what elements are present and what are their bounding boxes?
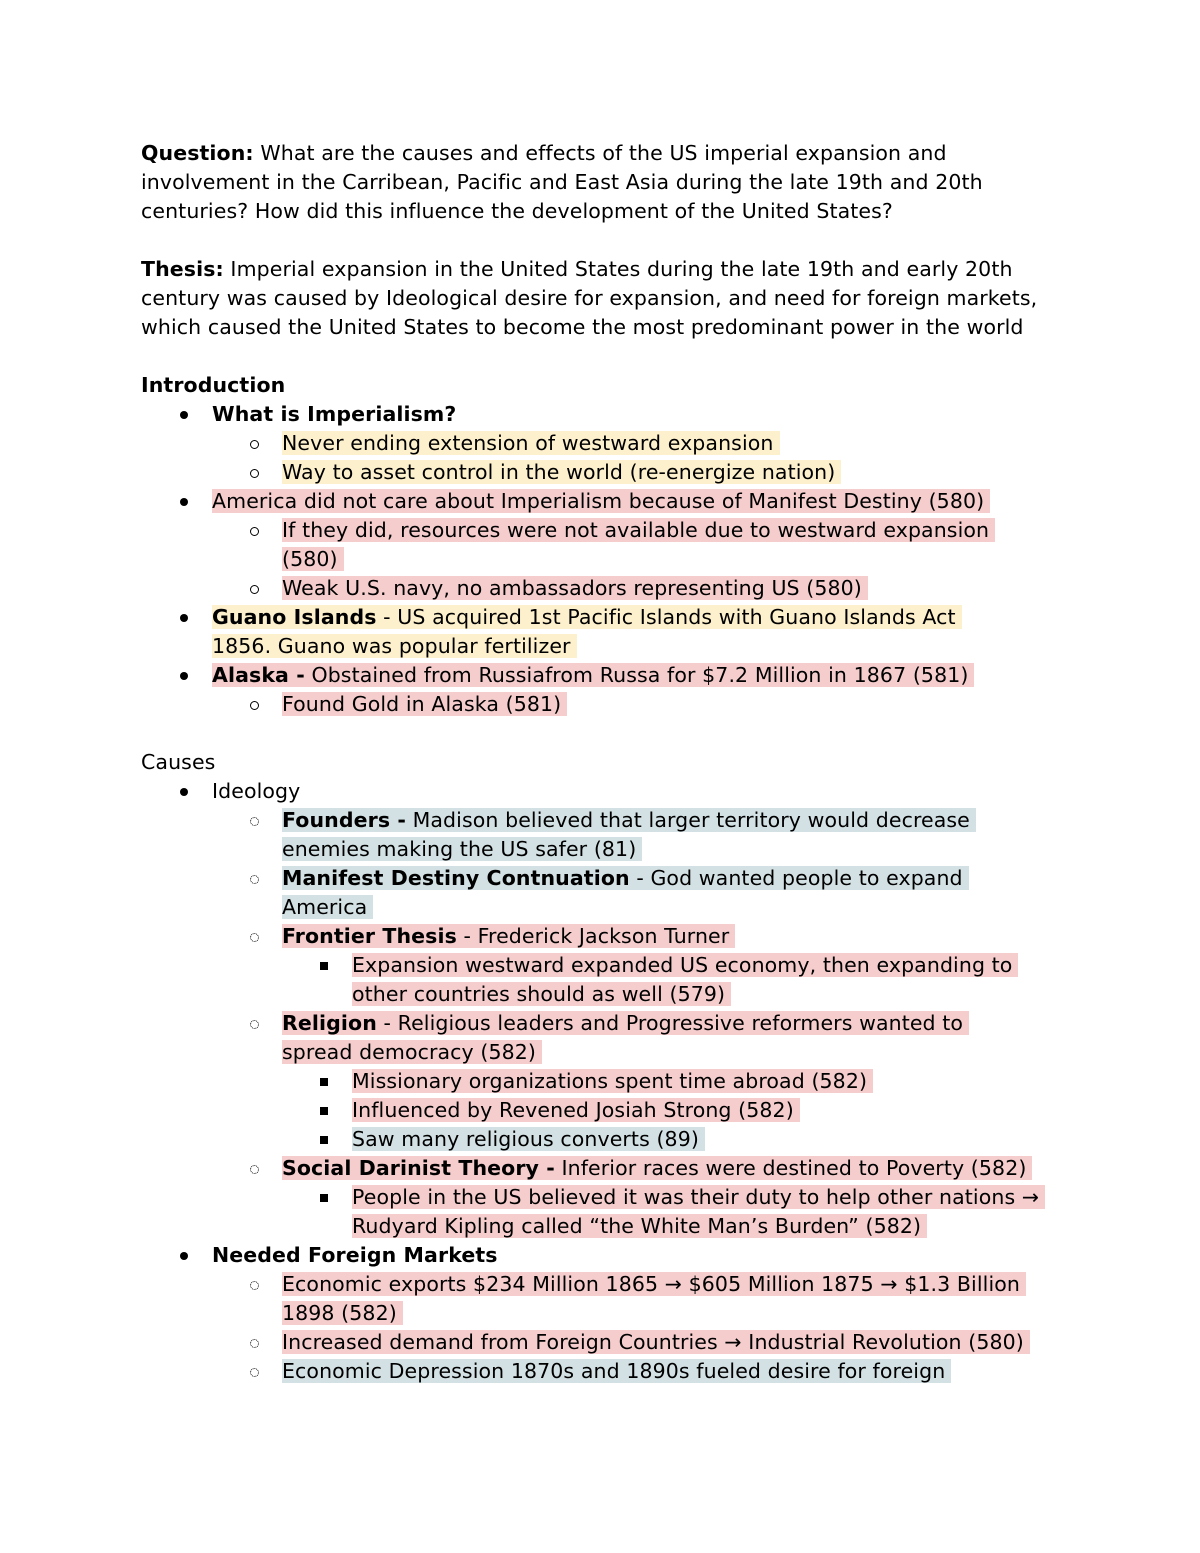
bullet-dot-icon <box>177 487 191 516</box>
bullet-circle-icon <box>247 516 261 545</box>
guano-label: Guano Islands <box>212 605 377 629</box>
needed-foreign-markets-label: Needed Foreign Markets <box>212 1243 498 1267</box>
what-is-imperialism-label: What is Imperialism? <box>212 402 457 426</box>
list-item <box>141 400 1066 429</box>
list-item: Saw many religious converts (89) <box>141 1125 1066 1154</box>
list-item <box>141 777 1066 806</box>
bullet-circle-icon <box>247 690 261 719</box>
bullet-dot-icon <box>177 400 191 429</box>
list-item: Never ending extension of westward expansion <box>141 429 1066 458</box>
list-item: Economic Depression 1870s and 1890s fueled desire for foreign <box>141 1357 1066 1386</box>
bullet-square-icon <box>317 951 331 980</box>
list-item: Manifest Destiny Contnuation - God wanted people to expand America <box>141 864 1010 922</box>
list-item <box>141 1241 1066 1270</box>
bullet-dot-icon <box>177 603 191 632</box>
bullet-dotted-circle-icon <box>247 1154 261 1183</box>
bullet-dotted-circle-icon <box>247 864 261 893</box>
thesis-paragraph <box>141 255 1066 342</box>
list-item: Found Gold in Alaska (581) <box>141 690 1066 719</box>
bullet-dot-icon <box>177 661 191 690</box>
bullet-dotted-circle-icon <box>247 1009 261 1038</box>
bullet-circle-icon <box>247 429 261 458</box>
list-item: Weak U.S. navy, no ambassadors representing US (580) <box>141 574 1066 603</box>
list-item: Social Darinist Theory - Inferior races were destined to Poverty (582) <box>141 1154 1066 1183</box>
bullet-dot-icon <box>177 1241 191 1270</box>
alaska-label: Alaska - <box>212 663 305 687</box>
list-item: Founders - Madison believed that larger territory would decrease enemies making the US safer (81) <box>141 806 1010 864</box>
ideology-label: Ideology <box>212 779 301 803</box>
question-label: Question: <box>141 141 254 165</box>
question-paragraph <box>141 139 1066 226</box>
introduction-heading: Introduction <box>141 373 286 397</box>
list-item: Guano Islands - US acquired 1st Pacific Islands with Guano Islands Act 1856. Guano was popular fertilizer <box>141 603 1006 661</box>
bullet-square-icon <box>317 1067 331 1096</box>
list-item: Frontier Thesis - Frederick Jackson Turner <box>141 922 1066 951</box>
causes-heading: Causes <box>141 750 216 774</box>
list-item: Alaska - Obstained from Russiafrom Russa for $7.2 Million in 1867 (581) <box>141 661 1066 690</box>
bullet-square-icon <box>317 1183 331 1212</box>
list-item: Increased demand from Foreign Countries → Industrial Revolution (580) <box>141 1328 1066 1357</box>
bullet-square-icon <box>317 1125 331 1154</box>
bullet-dotted-circle-icon <box>247 1357 261 1386</box>
bullet-square-icon <box>317 1096 331 1125</box>
thesis-label: Thesis: <box>141 257 224 281</box>
question-text: What are the causes and effects of the US imperial expansion and involvement in the Carribean, Pacific and East Asia during the late 19th and 20th centuries? How did this influence the development of the United States? <box>141 141 983 223</box>
list-item: Influenced by Revened Josiah Strong (582) <box>141 1096 1066 1125</box>
thesis-text: Imperial expansion in the United States during the late 19th and early 20th century was caused by Ideological desire for expansion, and need for foreign markets, which caused the United States to become the most predominant power in the world <box>141 257 1038 339</box>
list-item: If they did, resources were not available due to westward expansion (580) <box>141 516 1032 574</box>
bullet-dot-icon <box>177 777 191 806</box>
bullet-dotted-circle-icon <box>247 806 261 835</box>
bullet-circle-icon <box>247 574 261 603</box>
bullet-dotted-circle-icon <box>247 1328 261 1357</box>
list-item: People in the US believed it was their duty to help other nations → Rudyard Kipling called “the White Man’s Burden” (582) <box>141 1183 1052 1241</box>
bullet-dotted-circle-icon <box>247 922 261 951</box>
list-item: Economic exports $234 Million 1865 → $605 Million 1875 → $1.3 Billion 1898 (582) <box>141 1270 1058 1328</box>
bullet-circle-icon <box>247 458 261 487</box>
list-item: Missionary organizations spent time abroad (582) <box>141 1067 1066 1096</box>
document-page <box>141 139 1066 1386</box>
list-item: Religion - Religious leaders and Progressive reformers wanted to spread democracy (582) <box>141 1009 1002 1067</box>
bullet-dotted-circle-icon <box>247 1270 261 1299</box>
list-item: America did not care about Imperialism because of Manifest Destiny (580) <box>141 487 1066 516</box>
list-item: Way to asset control in the world (re-energize nation) <box>141 458 1066 487</box>
list-item: Expansion westward expanded US economy, then expanding to other countries should as well (579) <box>141 951 1052 1009</box>
